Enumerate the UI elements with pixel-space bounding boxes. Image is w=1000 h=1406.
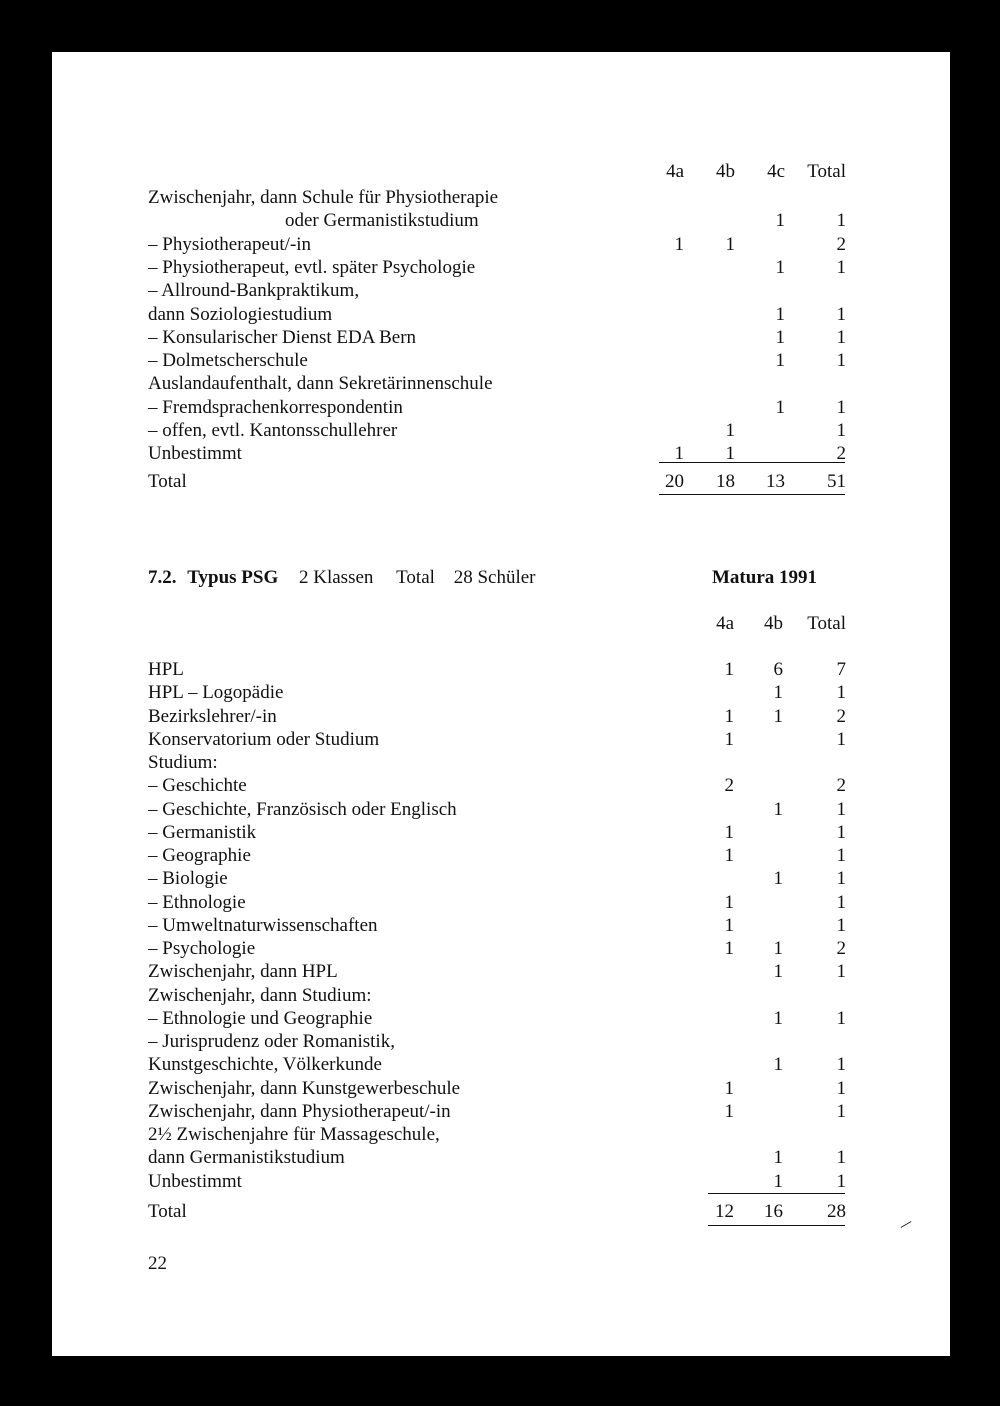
table1-cell: 1 (836, 210, 846, 232)
table2-cell: 1 (773, 961, 783, 983)
table2-row-label: – Geographie (148, 845, 251, 866)
table2-row (52, 681, 950, 705)
table2-row (52, 844, 950, 868)
section-total-text: Total (396, 567, 435, 588)
table1-row (52, 256, 950, 280)
table2-row (52, 914, 950, 938)
table1-row (52, 279, 950, 303)
table1-row-label: dann Soziologiestudium (148, 303, 333, 325)
table2-row (52, 1053, 950, 1077)
table2-row-label: – Geschichte, Französisch oder Englisch (148, 798, 457, 820)
table2-header-total: Total (807, 613, 846, 634)
table2-row (52, 1100, 950, 1124)
table2-row (52, 984, 950, 1008)
table2-row (52, 1077, 950, 1101)
table1-cell: 2 (836, 233, 846, 255)
table1-row (52, 209, 950, 233)
table2-cell: 1 (724, 728, 734, 750)
table1-row (52, 372, 950, 396)
table2-row-label: – Biologie (148, 868, 228, 890)
table2-cell: 1 (836, 914, 846, 936)
section-heading (148, 566, 535, 590)
table1-header-total: Total (807, 161, 846, 182)
table2-row (52, 658, 950, 682)
table2-cell: 1 (836, 1147, 846, 1169)
table2-row (52, 728, 950, 752)
table2-cell: 1 (773, 938, 783, 959)
table1-row (52, 349, 950, 373)
table1-cell: 1 (836, 420, 846, 441)
table2-cell: 1 (836, 1007, 846, 1029)
table1-cell: 1 (775, 256, 785, 278)
table1-total-4c: 13 (766, 471, 785, 492)
table1-row-label: – Physiotherapeut, evtl. später Psychologie (148, 256, 476, 278)
table2-row (52, 1030, 950, 1054)
table1-cell: 1 (836, 350, 846, 372)
table2-header-4b: 4b (764, 613, 783, 634)
table2-total-4a: 12 (715, 1201, 734, 1222)
table1-row-label: – Physiotherapeut/-in (148, 233, 312, 255)
table2-cell: 7 (836, 659, 846, 680)
table2-cell: 1 (724, 914, 734, 936)
table1-row (52, 233, 950, 257)
table2-row-label: HPL (148, 659, 184, 680)
table1-cell: 1 (836, 326, 846, 348)
table1-row-label: – Fremdsprachenkorrespondentin (148, 396, 403, 418)
table2-cell: 1 (773, 1170, 783, 1192)
table1-cell: 1 (775, 396, 785, 418)
table2-cell: 1 (773, 798, 783, 820)
table2-cell: 1 (773, 1054, 783, 1076)
table2-cell: 1 (724, 659, 734, 680)
table2-sum-rule (708, 1193, 845, 1194)
table2-row-label: Konservatorium oder Studium (148, 728, 380, 750)
table2-cell: 1 (724, 1100, 734, 1122)
table2-cell: 1 (836, 1077, 846, 1099)
table1-cell: 1 (836, 396, 846, 418)
table1-total-4b: 18 (716, 471, 735, 492)
table2-row (52, 774, 950, 798)
table1-total-label: Total (148, 471, 187, 492)
table1-cell: 1 (725, 233, 735, 255)
table2-row-label: HPL – Logopädie (148, 682, 284, 704)
table1-row-label: – offen, evtl. Kantonsschullehrer (148, 420, 398, 441)
table2-cell: 1 (724, 845, 734, 866)
table2-row-label: – Ethnologie (148, 891, 246, 913)
table2-cell: 1 (724, 891, 734, 913)
table1-row-label: oder Germanistikstudium (285, 210, 479, 232)
table2-total-4b: 16 (764, 1201, 783, 1222)
table2-row-label: Zwischenjahr, dann Physiotherapeut/-in (148, 1100, 451, 1122)
section-classes: 2 Klassen (299, 567, 374, 588)
table2-row (52, 960, 950, 984)
table1-row-label: Unbestimmt (148, 443, 242, 465)
table1-sum-rule (659, 462, 845, 463)
table2-cell: 1 (773, 868, 783, 890)
table2-cell: 1 (773, 1007, 783, 1029)
table2-header-row (52, 612, 950, 636)
table1-cell: 1 (725, 420, 735, 441)
table2-total-row (52, 1200, 950, 1224)
table2-cell: 1 (836, 682, 846, 704)
table2-cell: 1 (836, 1100, 846, 1122)
table2-cell: 1 (836, 845, 846, 866)
table2-cell: 1 (836, 1170, 846, 1192)
table2-cell: 1 (836, 891, 846, 913)
table1-cell: 1 (775, 303, 785, 325)
table2-cell: 1 (773, 1147, 783, 1169)
section-number: 7.2. (148, 567, 177, 588)
table2-cell: 1 (773, 682, 783, 704)
table1-header-4c: 4c (767, 161, 785, 182)
table1-row (52, 396, 950, 420)
table2-cell: 2 (836, 705, 846, 727)
table2-row-label: Kunstgeschichte, Völkerkunde (148, 1054, 382, 1076)
table2-cell: 1 (836, 798, 846, 820)
table1-cell: 1 (674, 443, 684, 465)
table1-cell: 1 (725, 443, 735, 465)
table2-cell: 1 (724, 705, 734, 727)
table2-row-label: – Germanistik (148, 821, 257, 843)
table2-row (52, 705, 950, 729)
table2-row-label: Zwischenjahr, dann HPL (148, 961, 338, 983)
table1-cell: 2 (836, 443, 846, 465)
table2-total-label: Total (148, 1201, 187, 1222)
table2-row (52, 798, 950, 822)
table2-cell: 1 (836, 961, 846, 983)
table1-row (52, 419, 950, 443)
table2-total-total: 28 (827, 1201, 846, 1222)
table2-row (52, 1170, 950, 1194)
table1-header-4a: 4a (666, 161, 684, 182)
table1-cell: 1 (775, 350, 785, 372)
table2-row-label: – Geschichte (148, 775, 247, 797)
table2-cell: 1 (724, 1077, 734, 1099)
table2-row-label: Studium: (148, 752, 218, 773)
table1-cell: 1 (836, 256, 846, 278)
table2-row (52, 867, 950, 891)
table1-total-row (52, 470, 950, 494)
document-page (52, 52, 950, 1356)
table1-row-label: Auslandaufenthalt, dann Sekretärinnenschule (148, 373, 493, 395)
table2-cell: 1 (724, 938, 734, 959)
table1-header-row (52, 160, 950, 184)
table2-row (52, 751, 950, 775)
table2-cell: 2 (836, 775, 846, 797)
table1-row (52, 303, 950, 327)
table2-cell: 1 (836, 728, 846, 750)
table2-cell: 6 (773, 659, 783, 680)
table1-row (52, 326, 950, 350)
table2-row (52, 937, 950, 961)
table2-cell: 1 (836, 821, 846, 843)
table2-row-label: Zwischenjahr, dann Studium: (148, 984, 372, 1006)
table1-header-4b: 4b (716, 161, 735, 182)
table1-cell: 1 (836, 303, 846, 325)
table2-header-4a: 4a (716, 613, 734, 634)
table1-bottom-rule (659, 494, 845, 495)
table2-cell: 1 (836, 868, 846, 890)
table1-total-total: 51 (827, 471, 846, 492)
table2-bottom-rule (708, 1225, 845, 1226)
table2-cell: 2 (836, 938, 846, 959)
table2-row-label: dann Germanistikstudium (148, 1147, 345, 1169)
section-students: 28 Schüler (453, 567, 536, 588)
table2-row-label: Unbestimmt (148, 1170, 242, 1192)
table1-row (52, 186, 950, 210)
table2-row (52, 821, 950, 845)
table2-cell: 1 (836, 1054, 846, 1076)
table2-row (52, 1123, 950, 1147)
page-number: 22 (148, 1253, 167, 1274)
table2-cell: 1 (773, 705, 783, 727)
table2-row-label: – Umweltnaturwissenschaften (148, 914, 378, 936)
table2-row-label: – Ethnologie und Geographie (148, 1007, 373, 1029)
matura-year: Matura 1991 (712, 567, 818, 588)
table1-row-label: – Allround-Bankpraktikum, (148, 280, 360, 302)
table2-row (52, 891, 950, 915)
table1-row-label: – Dolmetscherschule (148, 350, 308, 372)
table2-row-label: – Psychologie (148, 938, 256, 959)
table2-row-label: Zwischenjahr, dann Kunstgewerbeschule (148, 1077, 461, 1099)
table1-row-label: – Konsularischer Dienst EDA Bern (148, 326, 417, 348)
table1-row-label: Zwischenjahr, dann Schule für Physiotherapie (148, 187, 499, 208)
section-type: Typus PSG (187, 567, 279, 588)
table1-cell: 1 (674, 233, 684, 255)
table2-row (52, 1146, 950, 1170)
table2-cell: 1 (724, 821, 734, 843)
table1-total-4a: 20 (665, 471, 684, 492)
table2-row-label: – Jurisprudenz oder Romanistik, (148, 1031, 395, 1052)
table2-row (52, 1007, 950, 1031)
table2-row-label: Bezirkslehrer/-in (148, 705, 277, 727)
table1-cell: 1 (775, 210, 785, 232)
table2-row-label: 2½ Zwischenjahre für Massageschule, (148, 1124, 440, 1145)
table2-cell: 2 (724, 775, 734, 797)
table1-cell: 1 (775, 326, 785, 348)
